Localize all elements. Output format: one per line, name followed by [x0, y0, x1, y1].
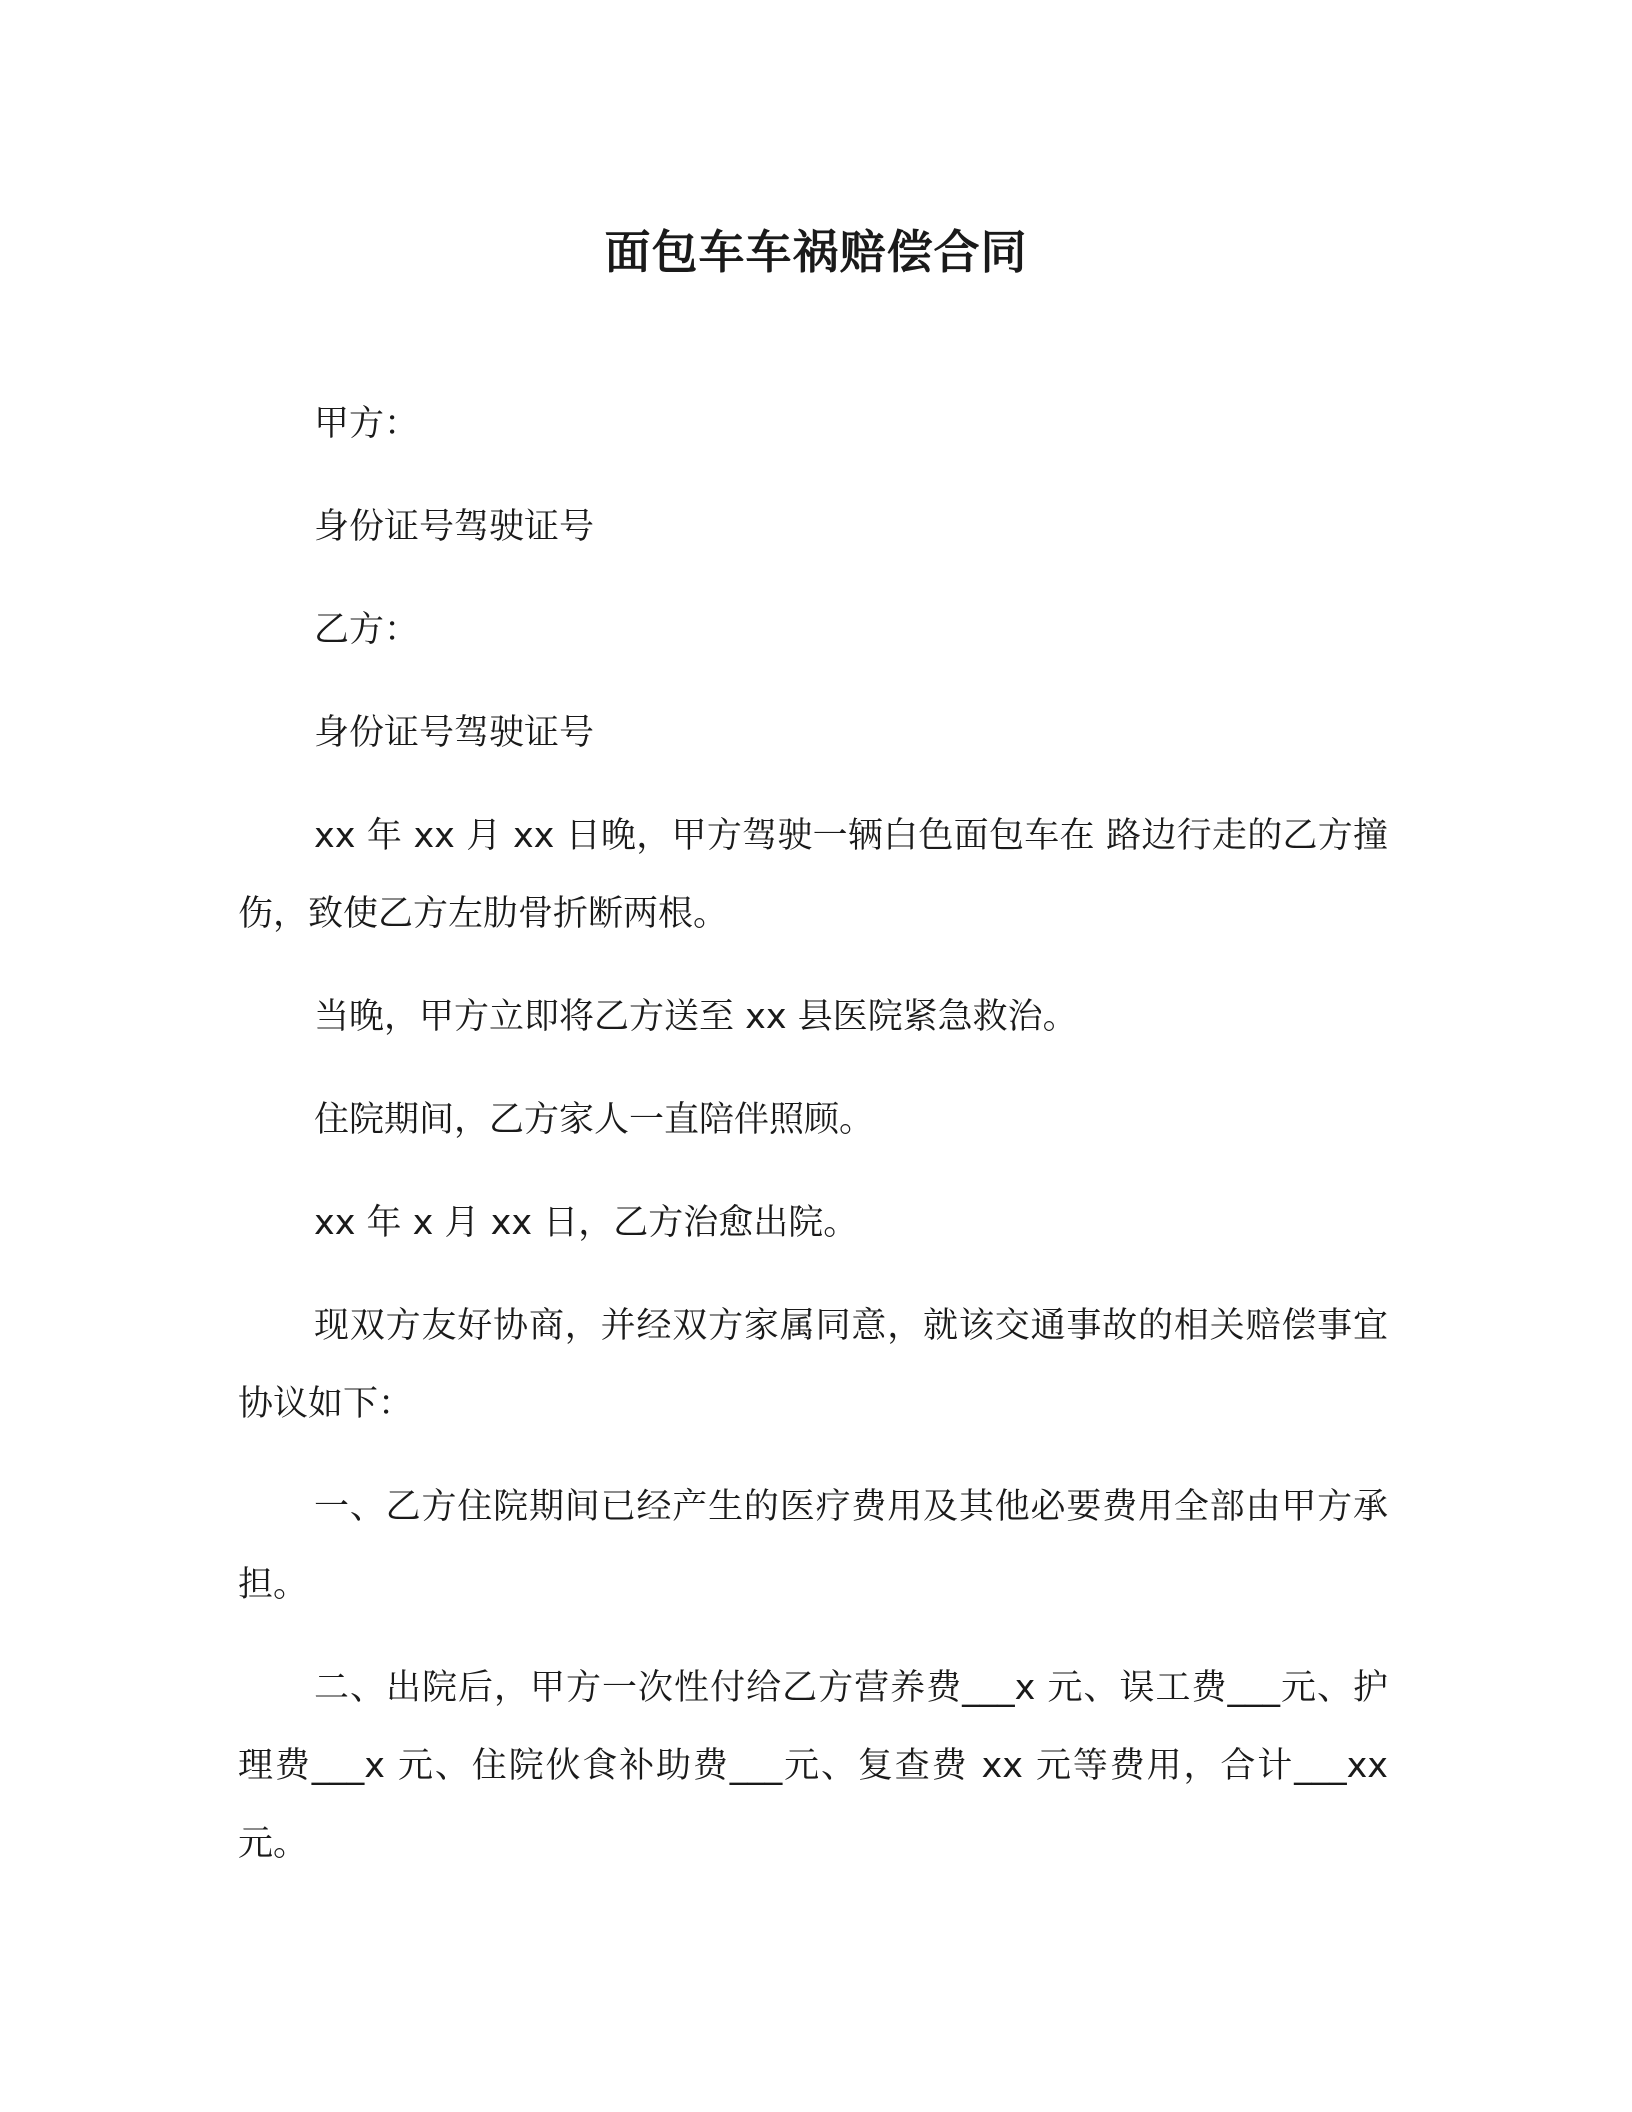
party-a-id-line: 身份证号驾驶证号: [314, 507, 595, 547]
clause-two: 二、出院后，甲方一次性付给乙方营养费___x 元、误工费___元、护理费___x 元、住院伙食补助费___元、复查费 xx 元等费用，合计___xx 元。: [238, 1668, 1388, 1864]
clause-one: 一、乙方住院期间已经产生的医疗费用及其他必要费用全部由甲方承担。: [238, 1487, 1388, 1605]
care-paragraph: 住院期间，乙方家人一直陪伴照顾。: [314, 1100, 875, 1140]
party-a-label: 甲方：: [314, 404, 420, 444]
hospital-paragraph: 当晚，甲方立即将乙方送至 xx 县医院紧急救治。: [314, 997, 1078, 1037]
document-body: [238, 385, 1388, 1908]
party-b-id-line: 身份证号驾驶证号: [314, 713, 595, 753]
document-title: 面包车车祸赔偿合同: [604, 225, 1028, 279]
agreement-intro: 现双方友好协商，并经双方家属同意，就该交通事故的相关赔偿事宜协议如下：: [238, 1306, 1388, 1424]
discharge-paragraph: xx 年 x 月 xx 日，乙方治愈出院。: [314, 1203, 859, 1243]
party-b-label: 乙方：: [314, 610, 420, 650]
accident-description: xx 年 xx 月 xx 日晚，甲方驾驶一辆白色面包车在 路边行走的乙方撞伤，致使乙方左肋骨折断两根。: [238, 816, 1388, 934]
